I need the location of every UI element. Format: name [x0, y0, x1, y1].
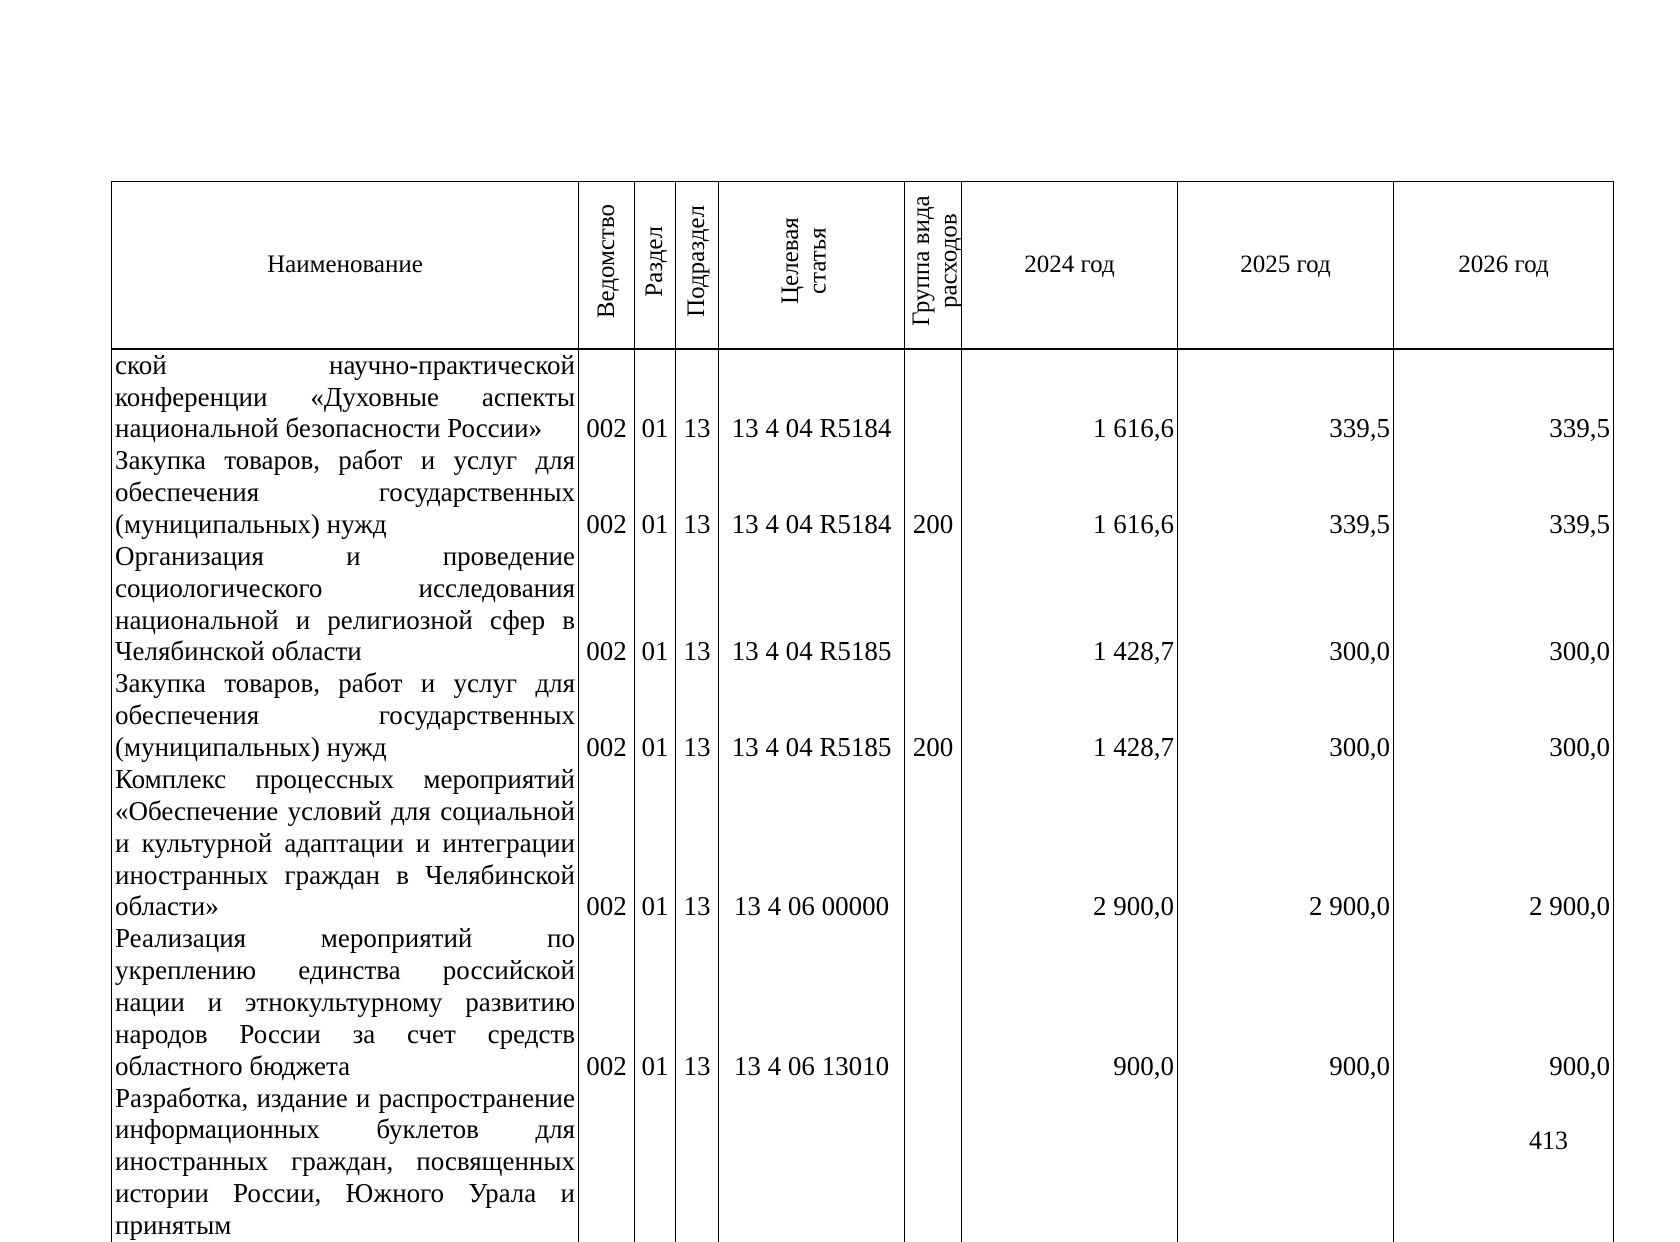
row-razdel: 01 — [635, 668, 676, 764]
header-name: Наименование — [112, 182, 579, 349]
header-gruppa-label: Группа вида расходов — [908, 195, 963, 327]
row-2024: 1 616,6 — [962, 349, 1178, 446]
table-row — [112, 349, 1614, 446]
row-2024: 2 900,0 — [962, 764, 1178, 923]
row-vedomstvo — [579, 1083, 635, 1242]
row-2024: 900,0 — [962, 923, 1178, 1082]
row-2026 — [1394, 1083, 1614, 1242]
header-2026: 2026 год — [1394, 182, 1614, 349]
row-podrazdel: 13 — [676, 764, 719, 923]
row-vedomstvo: 002 — [579, 668, 635, 764]
table-row — [112, 1083, 1614, 1242]
row-gruppa — [905, 541, 962, 668]
page-number: 413 — [1529, 1126, 1568, 1155]
row-vedomstvo: 002 — [579, 445, 635, 541]
row-gruppa — [905, 923, 962, 1082]
table-row — [112, 541, 1614, 668]
header-celevaya-label: Целевая статья — [776, 217, 831, 305]
row-2026: 339,5 — [1394, 445, 1614, 541]
table-row — [112, 445, 1614, 541]
row-name: Разработка, издание и распространение информационных буклетов для иностранных граждан, посвященных истории России, Южного Урала и принятым — [112, 1083, 579, 1242]
header-gruppa — [905, 182, 962, 349]
row-2026: 2 900,0 — [1394, 764, 1614, 923]
row-vedomstvo: 002 — [579, 923, 635, 1082]
row-podrazdel: 13 — [676, 541, 719, 668]
row-gruppa — [905, 1083, 962, 1242]
row-razdel: 01 — [635, 923, 676, 1082]
row-razdel: 01 — [635, 445, 676, 541]
row-2026: 300,0 — [1394, 668, 1614, 764]
row-celevaya: 13 4 04 R5185 — [719, 668, 905, 764]
row-razdel — [635, 1083, 676, 1242]
row-celevaya: 13 4 06 13010 — [719, 923, 905, 1082]
header-vedomstvo — [579, 182, 635, 349]
row-podrazdel: 13 — [676, 923, 719, 1082]
header-vedomstvo-label: Ведомство — [592, 203, 620, 319]
row-2026: 339,5 — [1394, 349, 1614, 446]
row-name: ской научно-практической конференции «Духовные аспекты национальной безопасности России» — [112, 349, 579, 446]
row-name: Комплекс процессных мероприятий «Обеспечение условий для социальной и культурной адаптации и интеграции иностранных граждан в Челябинской области» — [112, 764, 579, 923]
row-name: Реализация мероприятий по укреплению единства российской нации и этнокультурному развитию народов России за счет средств областного бюджета — [112, 923, 579, 1082]
header-2024: 2024 год — [962, 182, 1178, 349]
row-2025: 900,0 — [1178, 923, 1394, 1082]
header-2025: 2025 год — [1178, 182, 1394, 349]
table-row — [112, 668, 1614, 764]
row-celevaya: 13 4 04 R5184 — [719, 445, 905, 541]
row-2025: 300,0 — [1178, 541, 1394, 668]
table-row — [112, 923, 1614, 1082]
row-2025: 339,5 — [1178, 445, 1394, 541]
row-celevaya: 13 4 06 00000 — [719, 764, 905, 923]
row-podrazdel: 13 — [676, 445, 719, 541]
row-gruppa: 200 — [905, 668, 962, 764]
row-2025 — [1178, 1083, 1394, 1242]
row-vedomstvo: 002 — [579, 541, 635, 668]
row-celevaya: 13 4 04 R5185 — [719, 541, 905, 668]
header-razdel — [635, 182, 676, 349]
header-celevaya — [719, 182, 905, 349]
row-2025: 300,0 — [1178, 668, 1394, 764]
row-razdel: 01 — [635, 764, 676, 923]
row-2025: 339,5 — [1178, 349, 1394, 446]
row-razdel: 01 — [635, 349, 676, 446]
row-razdel: 01 — [635, 541, 676, 668]
row-celevaya: 13 4 04 R5184 — [719, 349, 905, 446]
table-body — [112, 349, 1614, 1242]
row-2026: 900,0 — [1394, 923, 1614, 1082]
table-header — [112, 182, 1614, 349]
header-podrazdel-label: Подраздел — [683, 205, 711, 317]
row-gruppa — [905, 764, 962, 923]
header-row — [112, 182, 1614, 349]
row-2026: 300,0 — [1394, 541, 1614, 668]
row-name: Закупка товаров, работ и услуг для обеспечения государственных (муниципальных) нужд — [112, 445, 579, 541]
row-name: Закупка товаров, работ и услуг для обеспечения государственных (муниципальных) нужд — [112, 668, 579, 764]
row-2024: 1 428,7 — [962, 541, 1178, 668]
row-vedomstvo: 002 — [579, 764, 635, 923]
row-podrazdel — [676, 1083, 719, 1242]
row-gruppa — [905, 349, 962, 446]
row-name: Организация и проведение социологического исследования национальной и религиозной сфер в Челябинской области — [112, 541, 579, 668]
header-razdel-label: Раздел — [641, 225, 669, 297]
row-podrazdel: 13 — [676, 349, 719, 446]
row-2024: 1 428,7 — [962, 668, 1178, 764]
row-2024: 1 616,6 — [962, 445, 1178, 541]
row-vedomstvo: 002 — [579, 349, 635, 446]
row-2025: 2 900,0 — [1178, 764, 1394, 923]
row-celevaya — [719, 1083, 905, 1242]
header-podrazdel — [676, 182, 719, 349]
row-gruppa: 200 — [905, 445, 962, 541]
row-podrazdel: 13 — [676, 668, 719, 764]
table-row — [112, 764, 1614, 923]
row-2024 — [962, 1083, 1178, 1242]
budget-table — [111, 181, 1614, 1242]
